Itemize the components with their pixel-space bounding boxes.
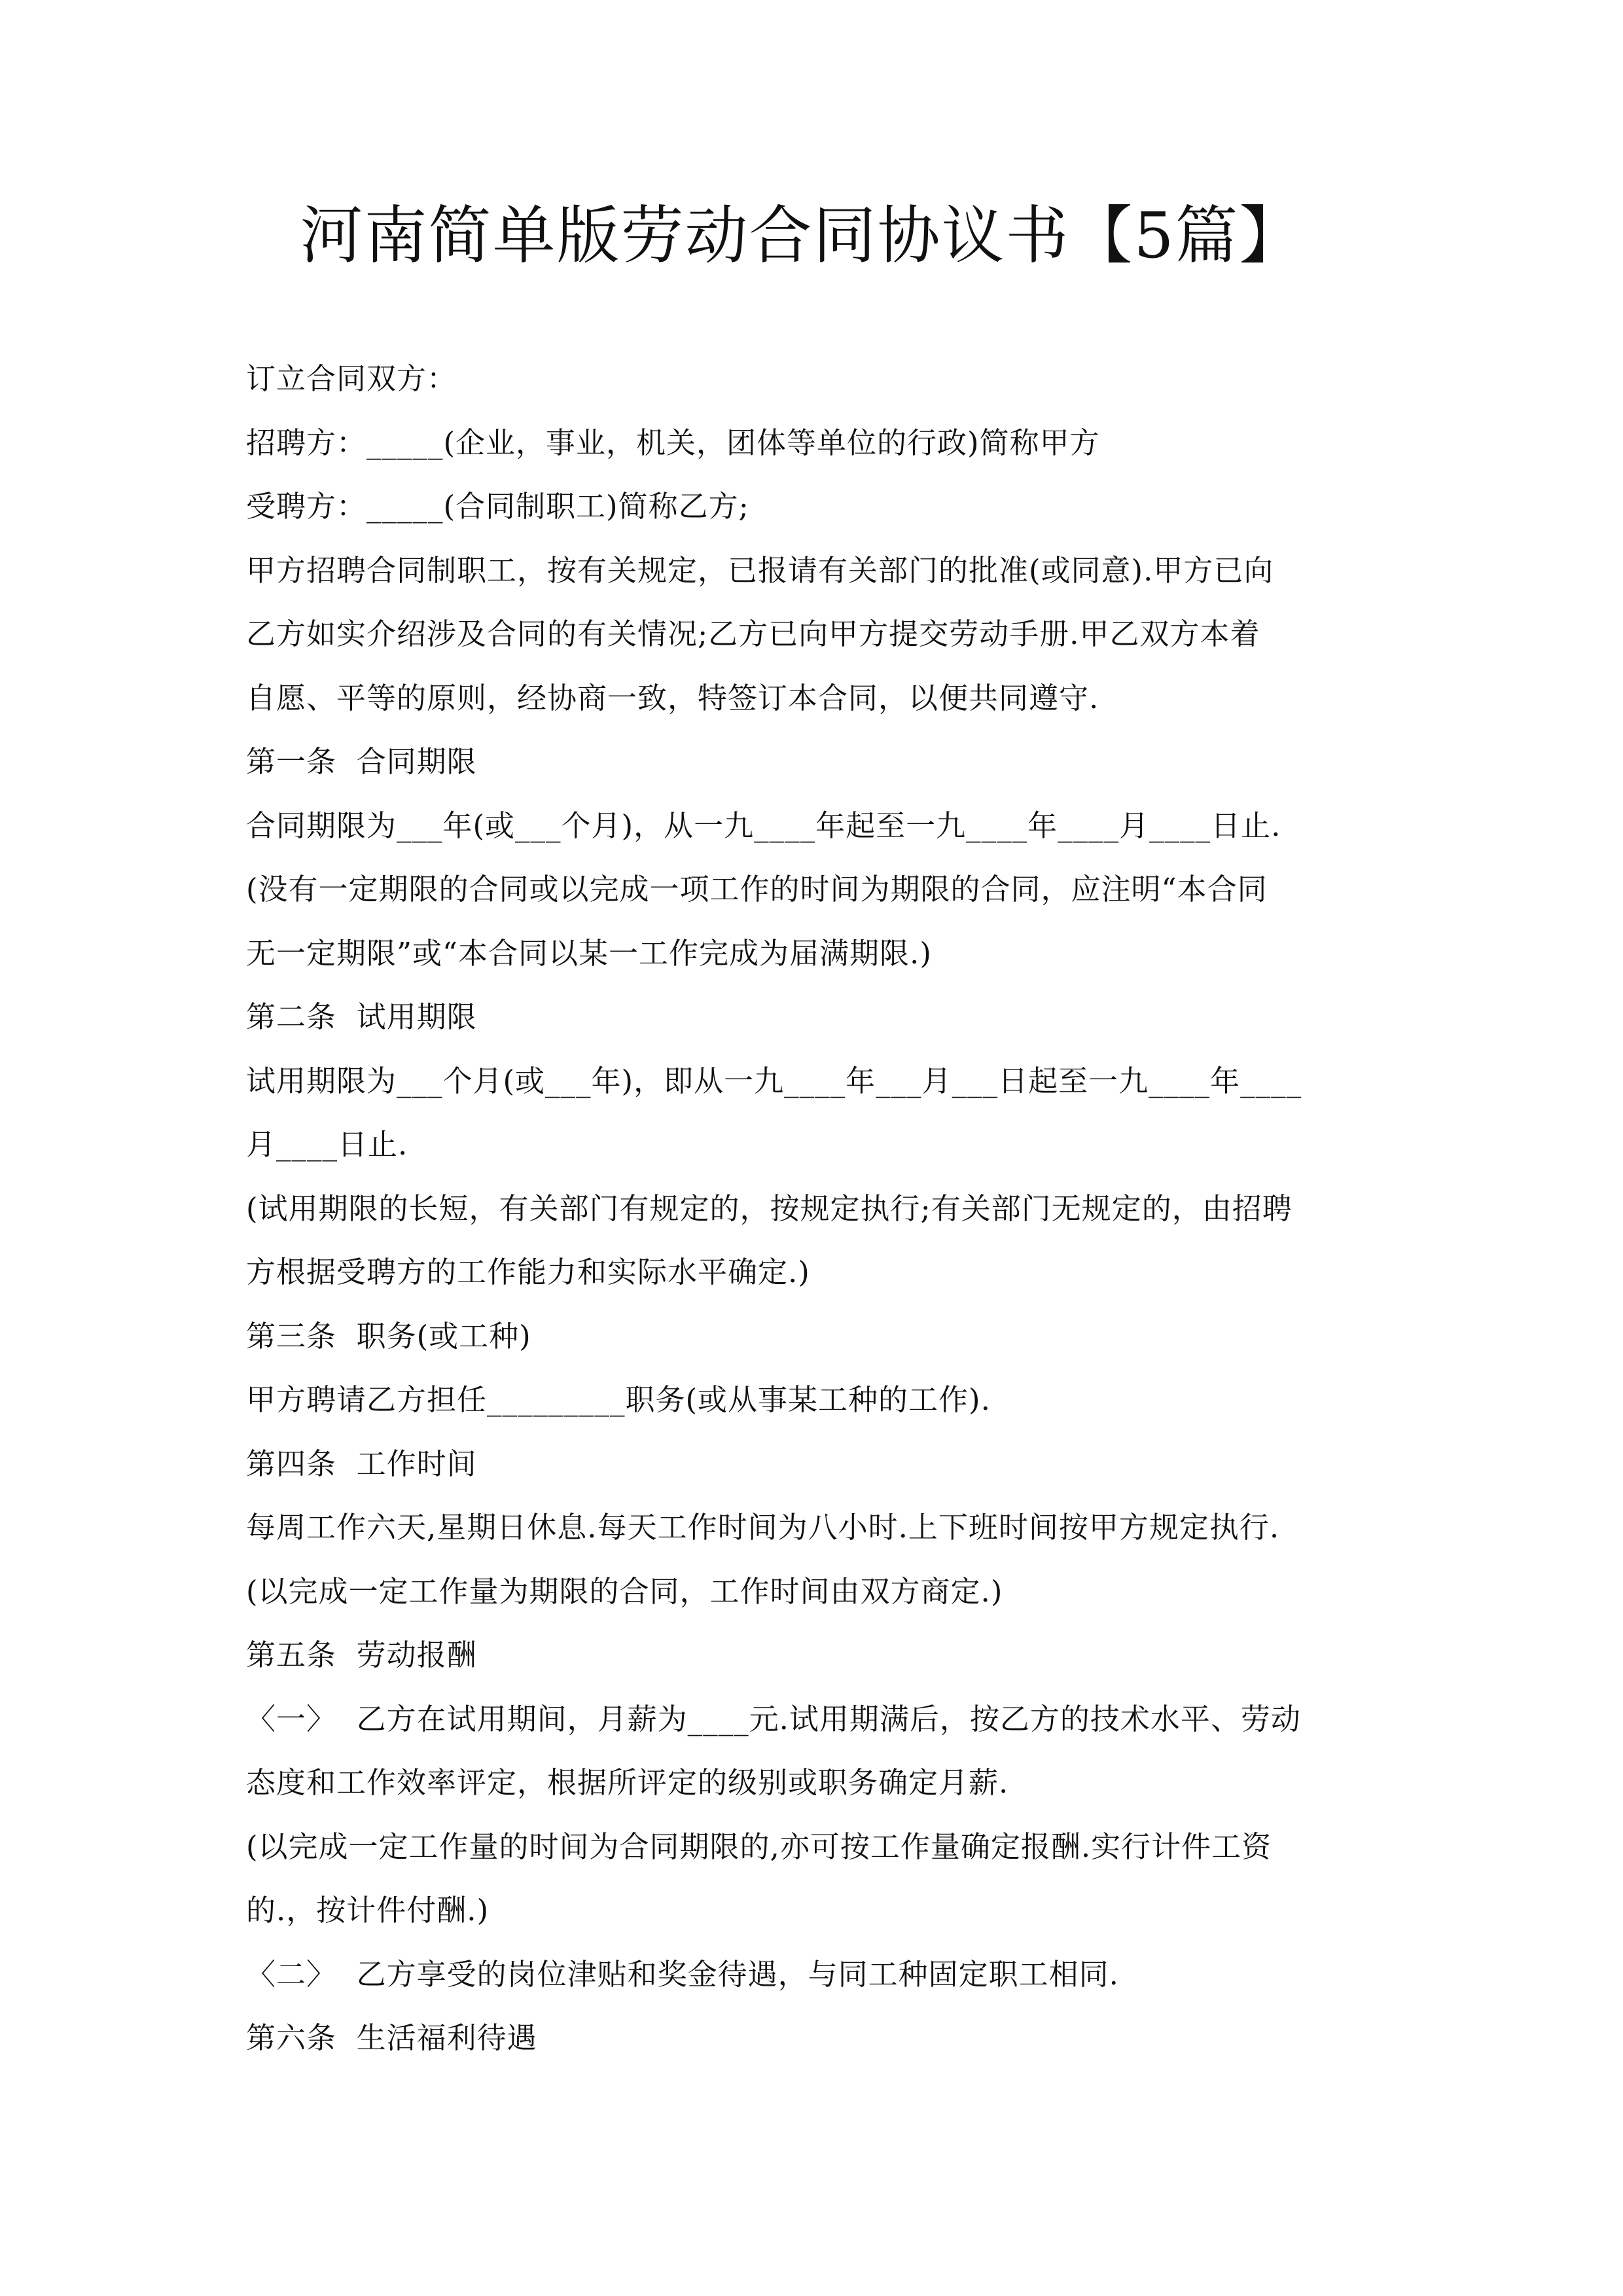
paragraph-line: 态度和工作效率评定，根据所评定的级别或职务确定月薪. [246,1765,1009,1800]
paragraph-line: 第四条 工作时间 [246,1446,477,1481]
paragraph-line: 合同期限为___年(或___个月)，从一九____年起至一九____年____月____日止. [246,808,1281,843]
paragraph-line: 试用期限为___个月(或___年)，即从一九____年___月___日起至一九____年____ [246,1063,1302,1098]
paragraph-line: (试用期限的长短，有关部门有规定的，按规定执行;有关部门无规定的，由招聘 [246,1191,1293,1226]
paragraph-line: 月____日止. [246,1127,408,1162]
paragraph-line: (没有一定期限的合同或以完成一项工作的时间为期限的合同，应注明“本合同 [246,872,1268,906]
paragraph-line: 〈二〉 乙方享受的岗位津贴和奖金待遇，与同工种固定职工相同. [246,1956,1119,1992]
paragraph-line: 的.，按计件付酬.) [246,1893,490,1928]
paragraph-line: (以完成一定工作量为期限的合同，工作时间由双方商定.) [246,1573,1003,1609]
paragraph-line: 受聘方：_____(合同制职工)简称乙方; [246,489,749,524]
paragraph-line: 方根据受聘方的工作能力和实际水平确定.) [246,1255,810,1289]
document-body [246,347,1398,2070]
paragraph-line: 第六条 生活福利待遇 [246,2020,537,2055]
paragraph-line: 第三条 职务(或工种) [246,1318,531,1354]
paragraph-line: 第五条 劳动报酬 [246,1638,477,1672]
paragraph-line: 乙方如实介绍涉及合同的有关情况;乙方已向甲方提交劳动手册.甲乙双方本着 [246,617,1260,651]
paragraph-line: (以完成一定工作量的时间为合同期限的,亦可按工作量确定报酬.实行计件工资 [246,1829,1272,1864]
paragraph-line: 自愿、平等的原则，经协商一致，特签订本合同，以便共同遵守. [246,680,1099,715]
paragraph-line: 〈一〉 乙方在试用期间，月薪为____元.试用期满后，按乙方的技术水平、劳动 [246,1701,1301,1736]
document-title: 河南简单版劳动合同协议书【5篇】 [300,199,1304,272]
paragraph-line: 无一定期限”或“本合同以某一工作完成为届满期限.) [246,935,932,971]
paragraph-line: 第二条 试用期限 [246,999,477,1034]
paragraph-line: 订立合同双方： [246,361,457,396]
paragraph-line: 甲方聘请乙方担任_________职务(或从事某工种的工作). [246,1382,991,1417]
paragraph-line: 招聘方：_____(企业，事业，机关，团体等单位的行政)简称甲方 [246,425,1100,460]
paragraph-line: 第一条 合同期限 [246,744,477,779]
paragraph-line: 甲方招聘合同制职工，按有关规定，已报请有关部门的批准(或同意).甲方已向 [246,552,1274,588]
paragraph-line: 每周工作六天,星期日休息.每天工作时间为八小时.上下班时间按甲方规定执行. [246,1510,1280,1545]
